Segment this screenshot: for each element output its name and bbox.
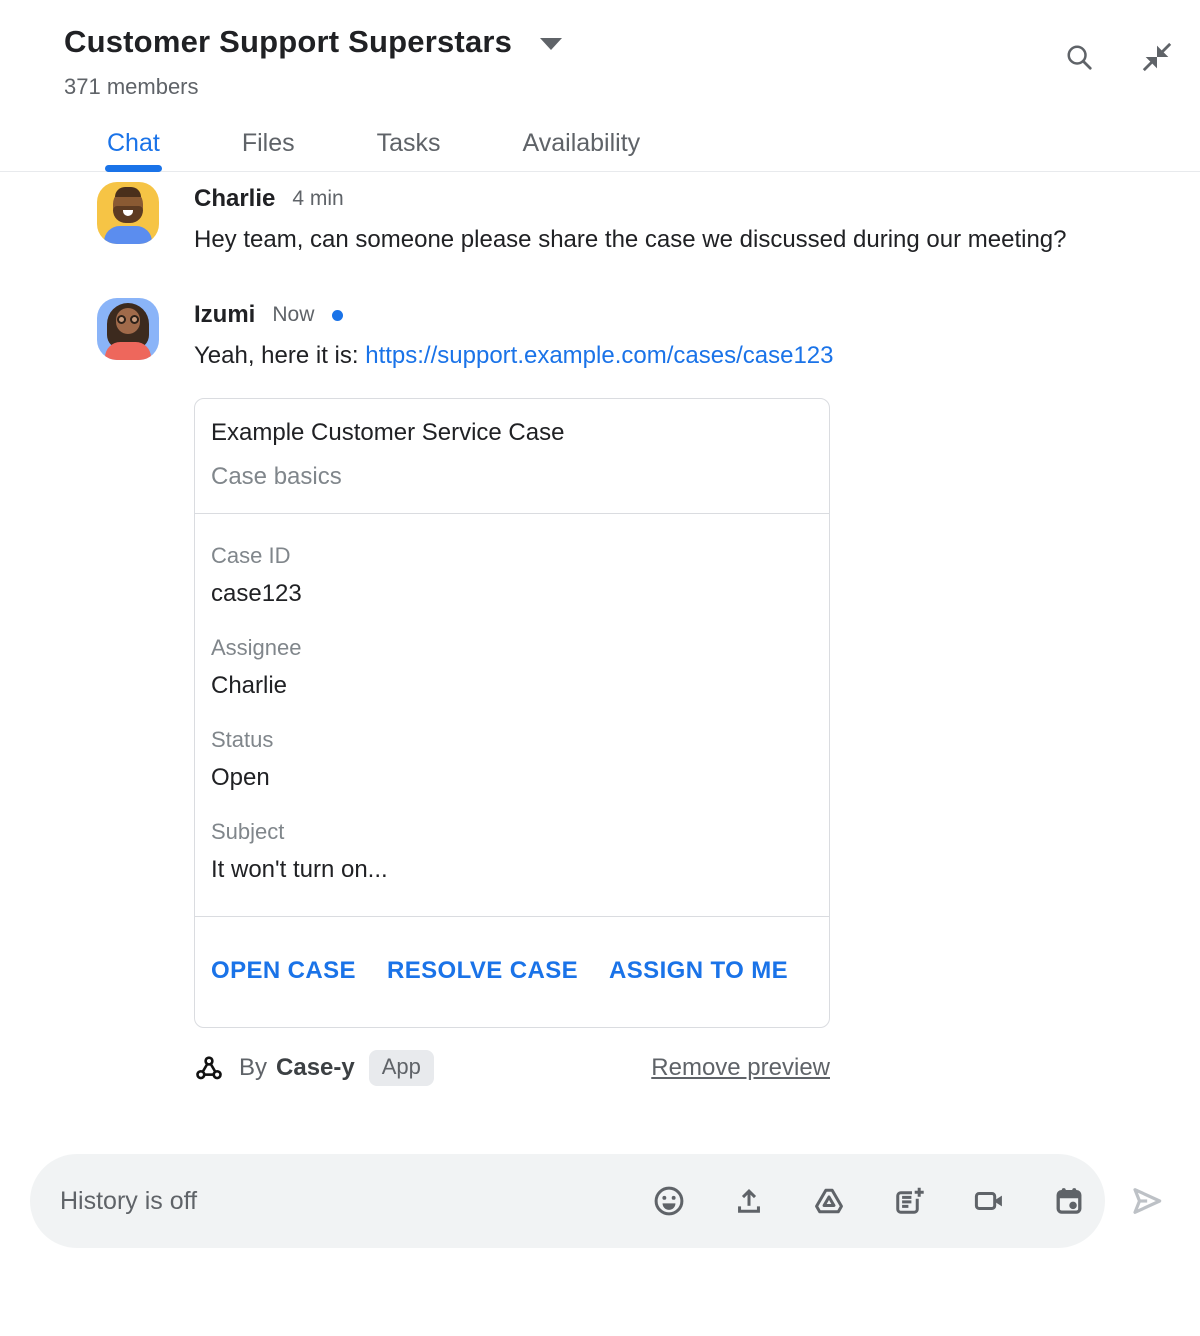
message-list — [0, 172, 1200, 1086]
case-preview-card — [194, 398, 830, 1028]
tab-chat[interactable]: Chat — [107, 128, 160, 171]
room-header — [0, 0, 1200, 100]
assign-to-me-button[interactable]: ASSIGN TO ME — [609, 957, 789, 984]
app-name: Case-y — [276, 1054, 355, 1081]
field-value: Charlie — [211, 672, 288, 699]
collapse-icon[interactable] — [1140, 40, 1174, 74]
message-charlie — [97, 182, 1100, 260]
message-text: Yeah, here it is: https://support.example.com/cases/case123 — [194, 342, 834, 369]
room-tabs — [0, 128, 1200, 172]
drive-icon[interactable] — [811, 1183, 847, 1219]
field-assignee — [211, 636, 813, 700]
resolve-case-button[interactable]: RESOLVE CASE — [386, 957, 579, 984]
open-case-button[interactable]: OPEN CASE — [211, 957, 356, 984]
field-label: Assignee — [211, 635, 302, 660]
send-icon[interactable] — [1127, 1181, 1167, 1221]
card-title: Example Customer Service Case — [211, 419, 565, 446]
message-izumi — [97, 298, 1100, 1086]
message-text: Hey team, can someone please share the case we discussed during our meeting? — [194, 226, 1067, 253]
field-label: Status — [211, 727, 274, 752]
emoji-icon[interactable] — [651, 1183, 687, 1219]
remove-preview-link[interactable]: Remove preview — [651, 1054, 830, 1081]
field-status — [211, 728, 813, 792]
field-case-id — [211, 544, 813, 608]
unread-dot — [332, 310, 343, 321]
webhook-icon — [194, 1053, 224, 1083]
field-label: Case ID — [211, 543, 291, 568]
field-value: Open — [211, 764, 270, 791]
sender-name: Izumi — [194, 301, 256, 328]
field-label: Subject — [211, 819, 285, 844]
app-attribution — [194, 1050, 830, 1086]
avatar-izumi[interactable] — [97, 298, 159, 360]
video-call-icon[interactable] — [971, 1183, 1007, 1219]
calendar-icon[interactable] — [1051, 1183, 1087, 1219]
room-title: Customer Support Superstars — [64, 24, 513, 59]
tab-files[interactable]: Files — [241, 129, 295, 157]
tab-availability[interactable]: Availability — [522, 129, 641, 157]
field-subject — [211, 820, 813, 884]
field-value: case123 — [211, 580, 302, 607]
field-value: It won't turn on... — [211, 856, 388, 883]
tab-tasks[interactable]: Tasks — [376, 129, 441, 157]
search-icon[interactable] — [1064, 42, 1094, 72]
room-menu-caret-icon[interactable] — [540, 38, 562, 50]
app-badge: App — [369, 1050, 434, 1086]
message-input[interactable] — [58, 1186, 651, 1217]
composer — [30, 1154, 1167, 1248]
card-subtitle: Case basics — [211, 463, 342, 490]
upload-icon[interactable] — [731, 1183, 767, 1219]
avatar-charlie[interactable] — [97, 182, 159, 244]
add-note-icon[interactable] — [891, 1183, 927, 1219]
case-link[interactable]: https://support.example.com/cases/case123 — [365, 342, 834, 369]
member-count: 371 members — [64, 74, 199, 99]
message-input-bar — [30, 1154, 1105, 1248]
message-timestamp: 4 min — [292, 187, 344, 210]
message-timestamp: Now — [272, 303, 315, 326]
sender-name: Charlie — [194, 185, 276, 212]
by-label: By — [239, 1054, 268, 1081]
